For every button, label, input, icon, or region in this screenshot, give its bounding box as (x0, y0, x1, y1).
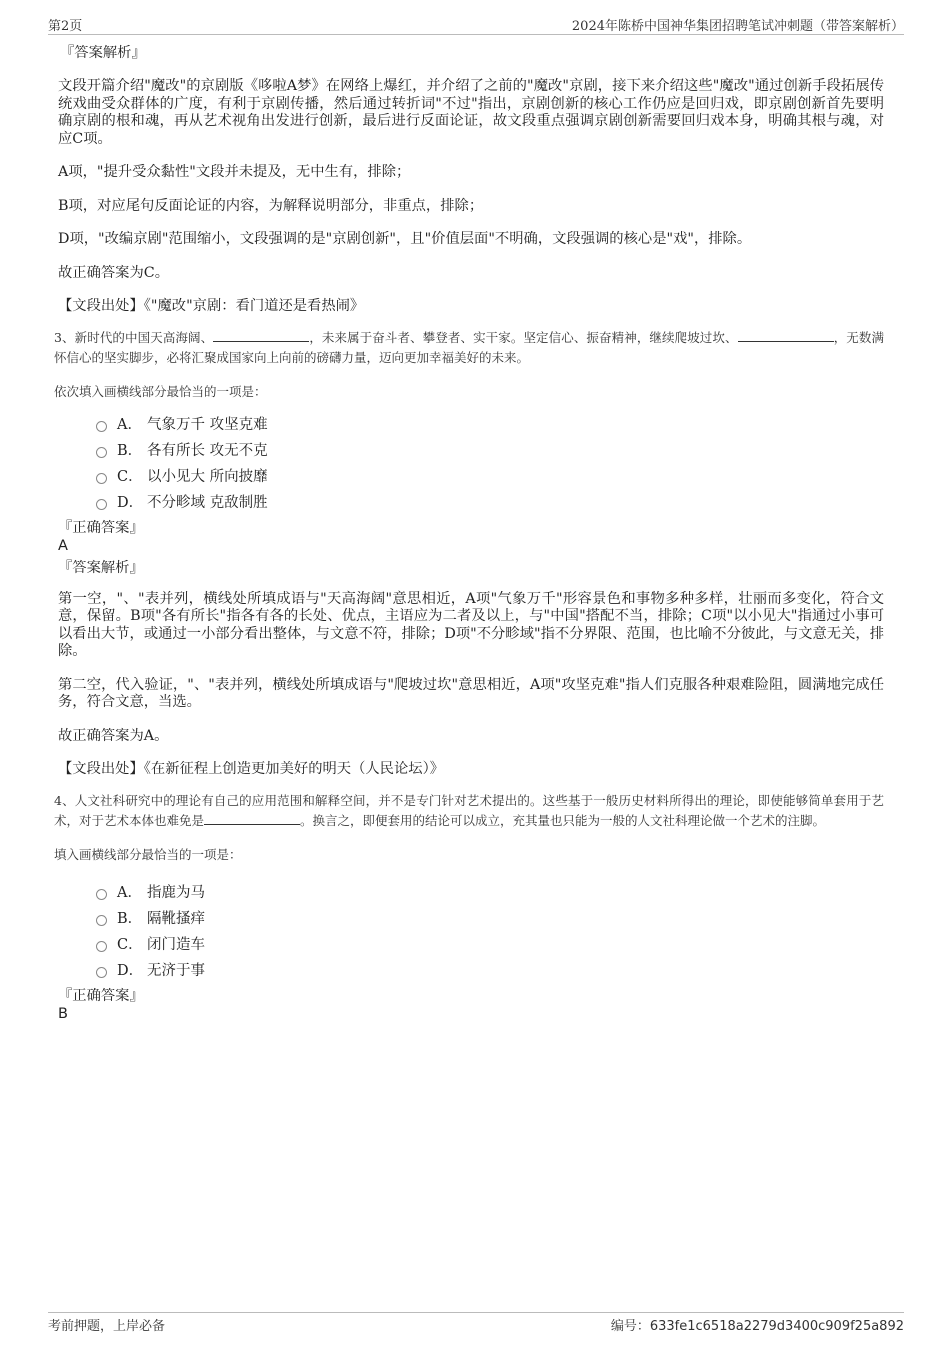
conclusion: 故正确答案为A。 (58, 727, 169, 744)
correct-answer: B (58, 1005, 68, 1022)
correct-answer: A (58, 537, 68, 554)
option-letter: D． (117, 495, 144, 511)
serial-number (611, 1315, 904, 1334)
question-stem-text: 3、新时代的中国天高海阔、 (54, 329, 214, 345)
option-d[interactable] (96, 489, 884, 515)
radio-icon[interactable] (96, 967, 107, 978)
analysis-paragraph: D项，"改编京剧"范围缩小，文段强调的是"京剧创新"，且"价值层面"不明确，文段强调的核心是"戏"，排除。 (58, 231, 752, 247)
option-letter: C． (117, 937, 143, 953)
question-prompt: 依次填入画横线部分最恰当的一项是： (54, 383, 267, 399)
option-letter: D． (117, 963, 144, 979)
option-b[interactable] (96, 437, 884, 463)
footer-slogan: 考前押题，上岸必备 (48, 1319, 166, 1334)
serial-label: 编号： (610, 1319, 650, 1334)
page-number: 第2页 (48, 19, 83, 34)
fill-blank (204, 812, 300, 825)
source-citation: 【文段出处】《在新征程上创造更加美好的明天（人民论坛）》 (58, 761, 445, 777)
option-text: 各有所长 攻无不克 (147, 443, 268, 459)
option-list (58, 411, 884, 515)
analysis-paragraph: B项，对应尾句反面论证的内容，为解释说明部分，非重点，排除； (58, 197, 484, 214)
option-letter: A． (117, 885, 142, 901)
question-stem-text: ，未来属于奋斗者、攀登者、实干家。坚定信心、振奋精神，继续爬坡过坎、 (309, 329, 738, 345)
answer-label: 『正确答案』 (58, 519, 144, 536)
option-letter: B． (117, 911, 143, 927)
question-stem (54, 328, 884, 368)
answer-label: 『正确答案』 (58, 987, 144, 1004)
option-a[interactable] (96, 411, 884, 437)
analysis-paragraph: A项，"提升受众黏性"文段并未提及，无中生有，排除； (58, 164, 411, 180)
radio-icon[interactable] (96, 447, 107, 458)
option-text: 无济于事 (147, 963, 205, 979)
radio-icon[interactable] (96, 473, 107, 484)
analysis-label: 『答案解析』 (60, 45, 146, 61)
option-text: 隔靴搔痒 (147, 911, 205, 927)
analysis-paragraph: 第一空，"、"表并列，横线处所填成语与"天高海阔"意思相近，A项"气象万千"形容景色和事物多种多样，壮丽而多变化，符合文意，保留。B项"各有所长"指各有各的长处、优点，主语应为二者及以上，与"中国"搭配不当，排除；C项"以小见大"指通过小事可以看出大节，或通过一小部分看出整体，与文意不符，排除；D项"不分畛域"指不分界限、范围，也比喻不分彼此，与文意无关，排除。 (58, 590, 884, 659)
option-b[interactable] (96, 905, 884, 931)
question-stem (54, 791, 884, 831)
option-c[interactable] (96, 931, 884, 957)
analysis-label: 『答案解析』 (58, 559, 144, 576)
option-text: 气象万千 攻坚克难 (147, 417, 268, 433)
question-stem-text: 。换言之，即便套用的结论可以成立，充其量也只能为一般的人文社科理论做一个艺术的注脚。 (300, 812, 826, 828)
option-a[interactable] (96, 879, 884, 905)
page-footer (48, 1312, 904, 1335)
analysis-paragraph: 第二空，代入验证，"、"表并列，横线处所填成语与"爬坡过坎"意思相近，A项"攻坚克难"指人们克服各种艰难险阻，圆满地完成任务，符合文意，当选。 (58, 676, 884, 710)
radio-icon[interactable] (96, 889, 107, 900)
source-citation: 【文段出处】《"魔改"京剧：看门道还是看热闹》 (58, 298, 365, 314)
option-text: 不分畛域 克敌制胜 (147, 495, 268, 511)
radio-icon[interactable] (96, 941, 107, 952)
option-letter: A． (117, 417, 142, 433)
radio-icon[interactable] (96, 499, 107, 510)
option-letter: B． (117, 443, 143, 459)
conclusion: 故正确答案为C。 (58, 264, 170, 281)
analysis-paragraph: 文段开篇介绍"魔改"的京剧版《哆啦A梦》在网络上爆红，并介绍了之前的"魔改"京剧，接下来介绍这些"魔改"通过创新手段拓展传统戏曲受众群体的广度，有利于京剧传播，然后通过转折词"不过"指出，京剧创新的核心工作仍应是回归戏，即京剧创新首先要明确京剧的根和魂，再从艺术视角出发进行创新，最后进行反面论证，故文段重点强调京剧创新需要回归戏本身，明确其根与魂，对应C项。 (58, 78, 884, 147)
option-list (58, 879, 884, 983)
serial-value: 633fe1c6518a2279d3400c909f25a892 (649, 1319, 904, 1334)
option-c[interactable] (96, 463, 884, 489)
question-stem-text: 4、人文社科研究中的理论有自己的应用范围和解释空间，并不是专门针对艺术提出的。这些基于一般历史材料所得出的理论，即使能够简单套用于艺术，对于艺术本体也难免是 (54, 792, 884, 828)
question-prompt: 填入画横线部分最恰当的一项是： (54, 846, 242, 862)
option-text: 闭门造车 (147, 937, 205, 953)
radio-icon[interactable] (96, 421, 107, 432)
option-text: 指鹿为马 (147, 885, 205, 901)
page-header (48, 14, 904, 35)
page-content (54, 44, 884, 1023)
option-d[interactable] (96, 957, 884, 983)
radio-icon[interactable] (96, 915, 107, 926)
option-letter: C． (117, 469, 143, 485)
option-text: 以小见大 所向披靡 (147, 469, 268, 485)
fill-blank (738, 329, 834, 342)
document-title: 2024年陈桥中国神华集团招聘笔试冲刺题（带答案解析） (571, 19, 904, 34)
fill-blank (213, 329, 309, 342)
question-stem-text: ，无数满怀信心的坚实脚步，必将汇聚成国家向上向前的磅礴力量，迈向更加幸福美好的未来。 (54, 329, 884, 365)
